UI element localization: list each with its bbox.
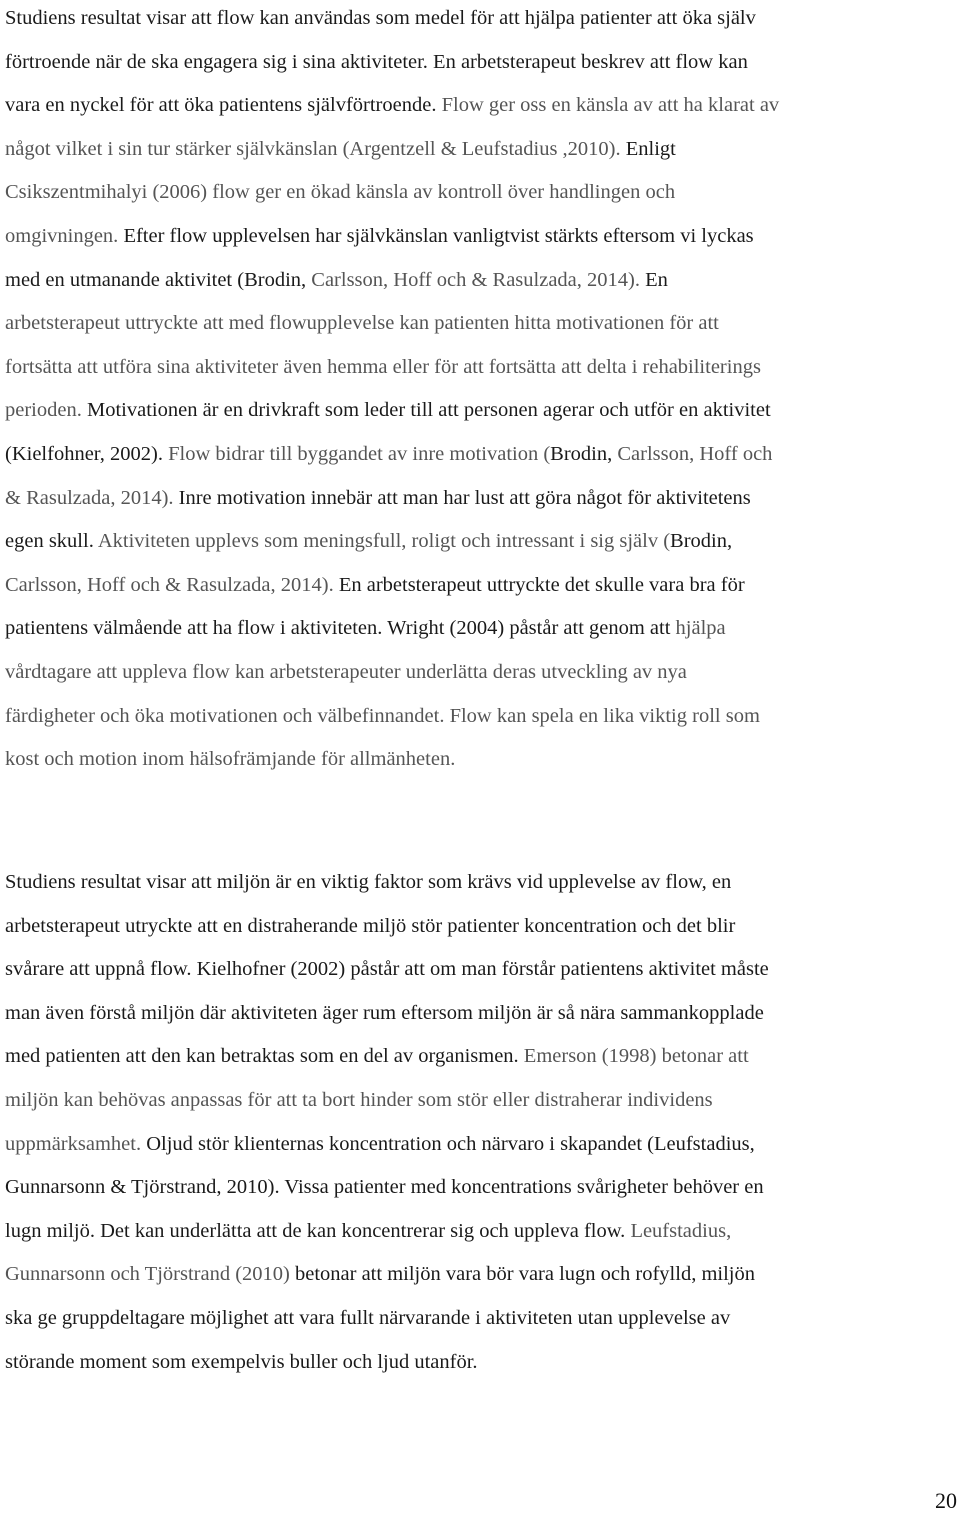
text-line: [5, 738, 960, 782]
text-run: betonar att miljön vara bör vara lugn och rofylld, miljön: [294, 1263, 755, 1286]
text-run: med patienten att den kan betraktas som en del av organismen.: [5, 1045, 524, 1068]
text-line: [5, 564, 960, 608]
text-line: [5, 1035, 960, 1079]
text-run: Emerson (1998) betonar att: [523, 1045, 749, 1068]
text-run: En arbetsterapeut uttryckte det skulle vara bra för: [338, 573, 745, 596]
text-run: Det kan underlätta att de kan koncentrerar sig och uppleva flow.: [100, 1219, 631, 1242]
text-run: lugn miljö.: [5, 1219, 101, 1242]
text-run: Wright (2004) påstår att genom att: [387, 617, 676, 640]
text-run: & Rasulzada, 2014).: [5, 486, 179, 509]
text-run: Vissa patienter med koncentrations svårigheter behöver en: [284, 1176, 764, 1199]
text-run: En: [645, 268, 668, 291]
text-run: hjälpa: [675, 617, 726, 640]
text-line: [5, 1341, 960, 1385]
text-line: [5, 992, 960, 1036]
text-run: förtroende när de ska engagera sig i sina aktiviteter. En arbetsterapeut beskrev att flow kan: [5, 50, 748, 73]
text-line: [5, 171, 960, 215]
text-line: [5, 607, 960, 651]
text-run: omgivningen.: [5, 224, 124, 247]
text-line: [5, 651, 960, 695]
text-run: Flow ger oss en känsla av att ha klarat av: [441, 94, 780, 117]
text-line: [5, 1166, 960, 1210]
text-run: miljön kan behövas anpassas för att ta bort hinder som stör eller distraherar individens: [5, 1088, 713, 1111]
text-run: Brodin,: [670, 530, 733, 553]
text-line: [5, 1253, 960, 1297]
text-run: Inre motivation innebär att man har lust att göra något för aktivitetens: [178, 486, 751, 509]
text-run: Gunnarsonn och Tjörstrand (2010): [5, 1263, 295, 1286]
text-run: Flow kan spela en lika viktig roll som: [449, 704, 760, 727]
text-run: Motivationen är en drivkraft som leder till att personen agerar och utför en aktivitet: [86, 399, 771, 422]
text-line: [5, 302, 960, 346]
text-line: [5, 1297, 960, 1341]
text-line: [5, 1079, 960, 1123]
text-line: [5, 905, 960, 949]
text-run: fortsätta att utföra sina aktiviteter även hemma eller för att fortsätta att delta i rehabiliterings: [5, 355, 761, 378]
text-run: Carlsson, Hoff och & Rasulzada, 2014).: [5, 573, 339, 596]
text-run: med en utmanande aktivitet (Brodin,: [5, 268, 312, 291]
text-line: [5, 41, 960, 85]
text-run: uppmärksamhet.: [5, 1132, 147, 1155]
text-line: [5, 128, 960, 172]
text-run: egen skull.: [5, 530, 98, 553]
text-run: Studiens resultat visar att flow kan användas som medel för att hjälpa patienter att öka själv: [5, 7, 756, 29]
text-run: Csikszentmihalyi (2006) flow ger en ökad känsla av kontroll över handlingen och: [5, 181, 676, 204]
text-run: Efter flow upplevelsen har självkänslan vanligtvist stärkts eftersom vi lyckas: [123, 224, 754, 247]
text-run: Leufstadius,: [630, 1219, 732, 1242]
text-run: Brodin,: [550, 442, 618, 465]
text-run: Carlsson, Hoff och & Rasulzada, 2014).: [311, 268, 646, 291]
text-run: kost och motion inom hälsofrämjande för allmänheten.: [5, 748, 456, 771]
text-run: Carlsson, Hoff och: [617, 442, 773, 465]
text-run: något vilket i sin tur stärker självkänslan (Argentzell & Leufstadius ,2010).: [5, 137, 626, 160]
text-run: Aktiviteten upplevs som meningsfull, roligt och intressant i sig själv (: [97, 530, 671, 553]
text-line: [5, 1210, 960, 1254]
text-run: Studiens resultat visar att miljön är en viktig faktor som krävs vid upplevelse av flow, en: [5, 871, 732, 893]
text-run: arbetsterapeut uttryckte att med flowupplevelse kan patienten hitta motivationen för att: [5, 312, 719, 335]
body-paragraph-flow: [5, 0, 960, 782]
text-run: vårdtagare att uppleva flow kan arbetsterapeuter underlätta deras utveckling av nya: [5, 660, 687, 683]
body-paragraph-environment: [5, 861, 960, 1384]
text-line: [5, 259, 960, 303]
text-run: Enligt: [625, 137, 676, 160]
text-run: vara en nyckel för att öka patientens självförtroende.: [5, 94, 442, 117]
text-run: Oljud stör klienternas koncentration och närvaro i skapandet (Leufstadius,: [146, 1132, 755, 1155]
text-run: störande moment som exempelvis buller och ljud utanför.: [5, 1350, 478, 1373]
text-run: Gunnarsonn & Tjörstrand, 2010).: [5, 1176, 285, 1199]
text-line: [5, 346, 960, 390]
text-run: svårare att uppnå flow.: [5, 958, 197, 981]
text-run: färdigheter och öka motivationen och välbefinnandet.: [5, 704, 450, 727]
text-run: ska ge gruppdeltagare möjlighet att vara fullt närvarande i aktiviteten utan upplevelse av: [5, 1306, 731, 1329]
text-run: man även förstå miljön där aktiviteten äger rum eftersom miljön är så nära sammankopplade: [5, 1001, 764, 1024]
text-line: [5, 520, 960, 564]
text-run: (Kielfohner, 2002).: [5, 442, 169, 465]
text-line: [5, 215, 960, 259]
text-line: [5, 0, 960, 41]
text-line: [5, 84, 960, 128]
text-run: arbetsterapeut utryckte att en distraherande miljö stör patienter koncentration och det blir: [5, 914, 736, 937]
text-line: [5, 695, 960, 739]
text-line: [5, 477, 960, 521]
text-run: Kielhofner (2002) påstår att om man förstår patientens aktivitet måste: [196, 958, 769, 981]
text-run: Flow bidrar till byggandet av inre motivation (: [168, 442, 551, 465]
text-line: [5, 1123, 960, 1167]
text-run: perioden.: [5, 399, 87, 422]
text-run: patientens välmående att ha flow i aktiviteten.: [5, 617, 388, 640]
text-line: [5, 948, 960, 992]
page-number: 20: [935, 1488, 957, 1513]
text-line: [5, 433, 960, 477]
text-line: [5, 389, 960, 433]
text-line: [5, 861, 960, 905]
